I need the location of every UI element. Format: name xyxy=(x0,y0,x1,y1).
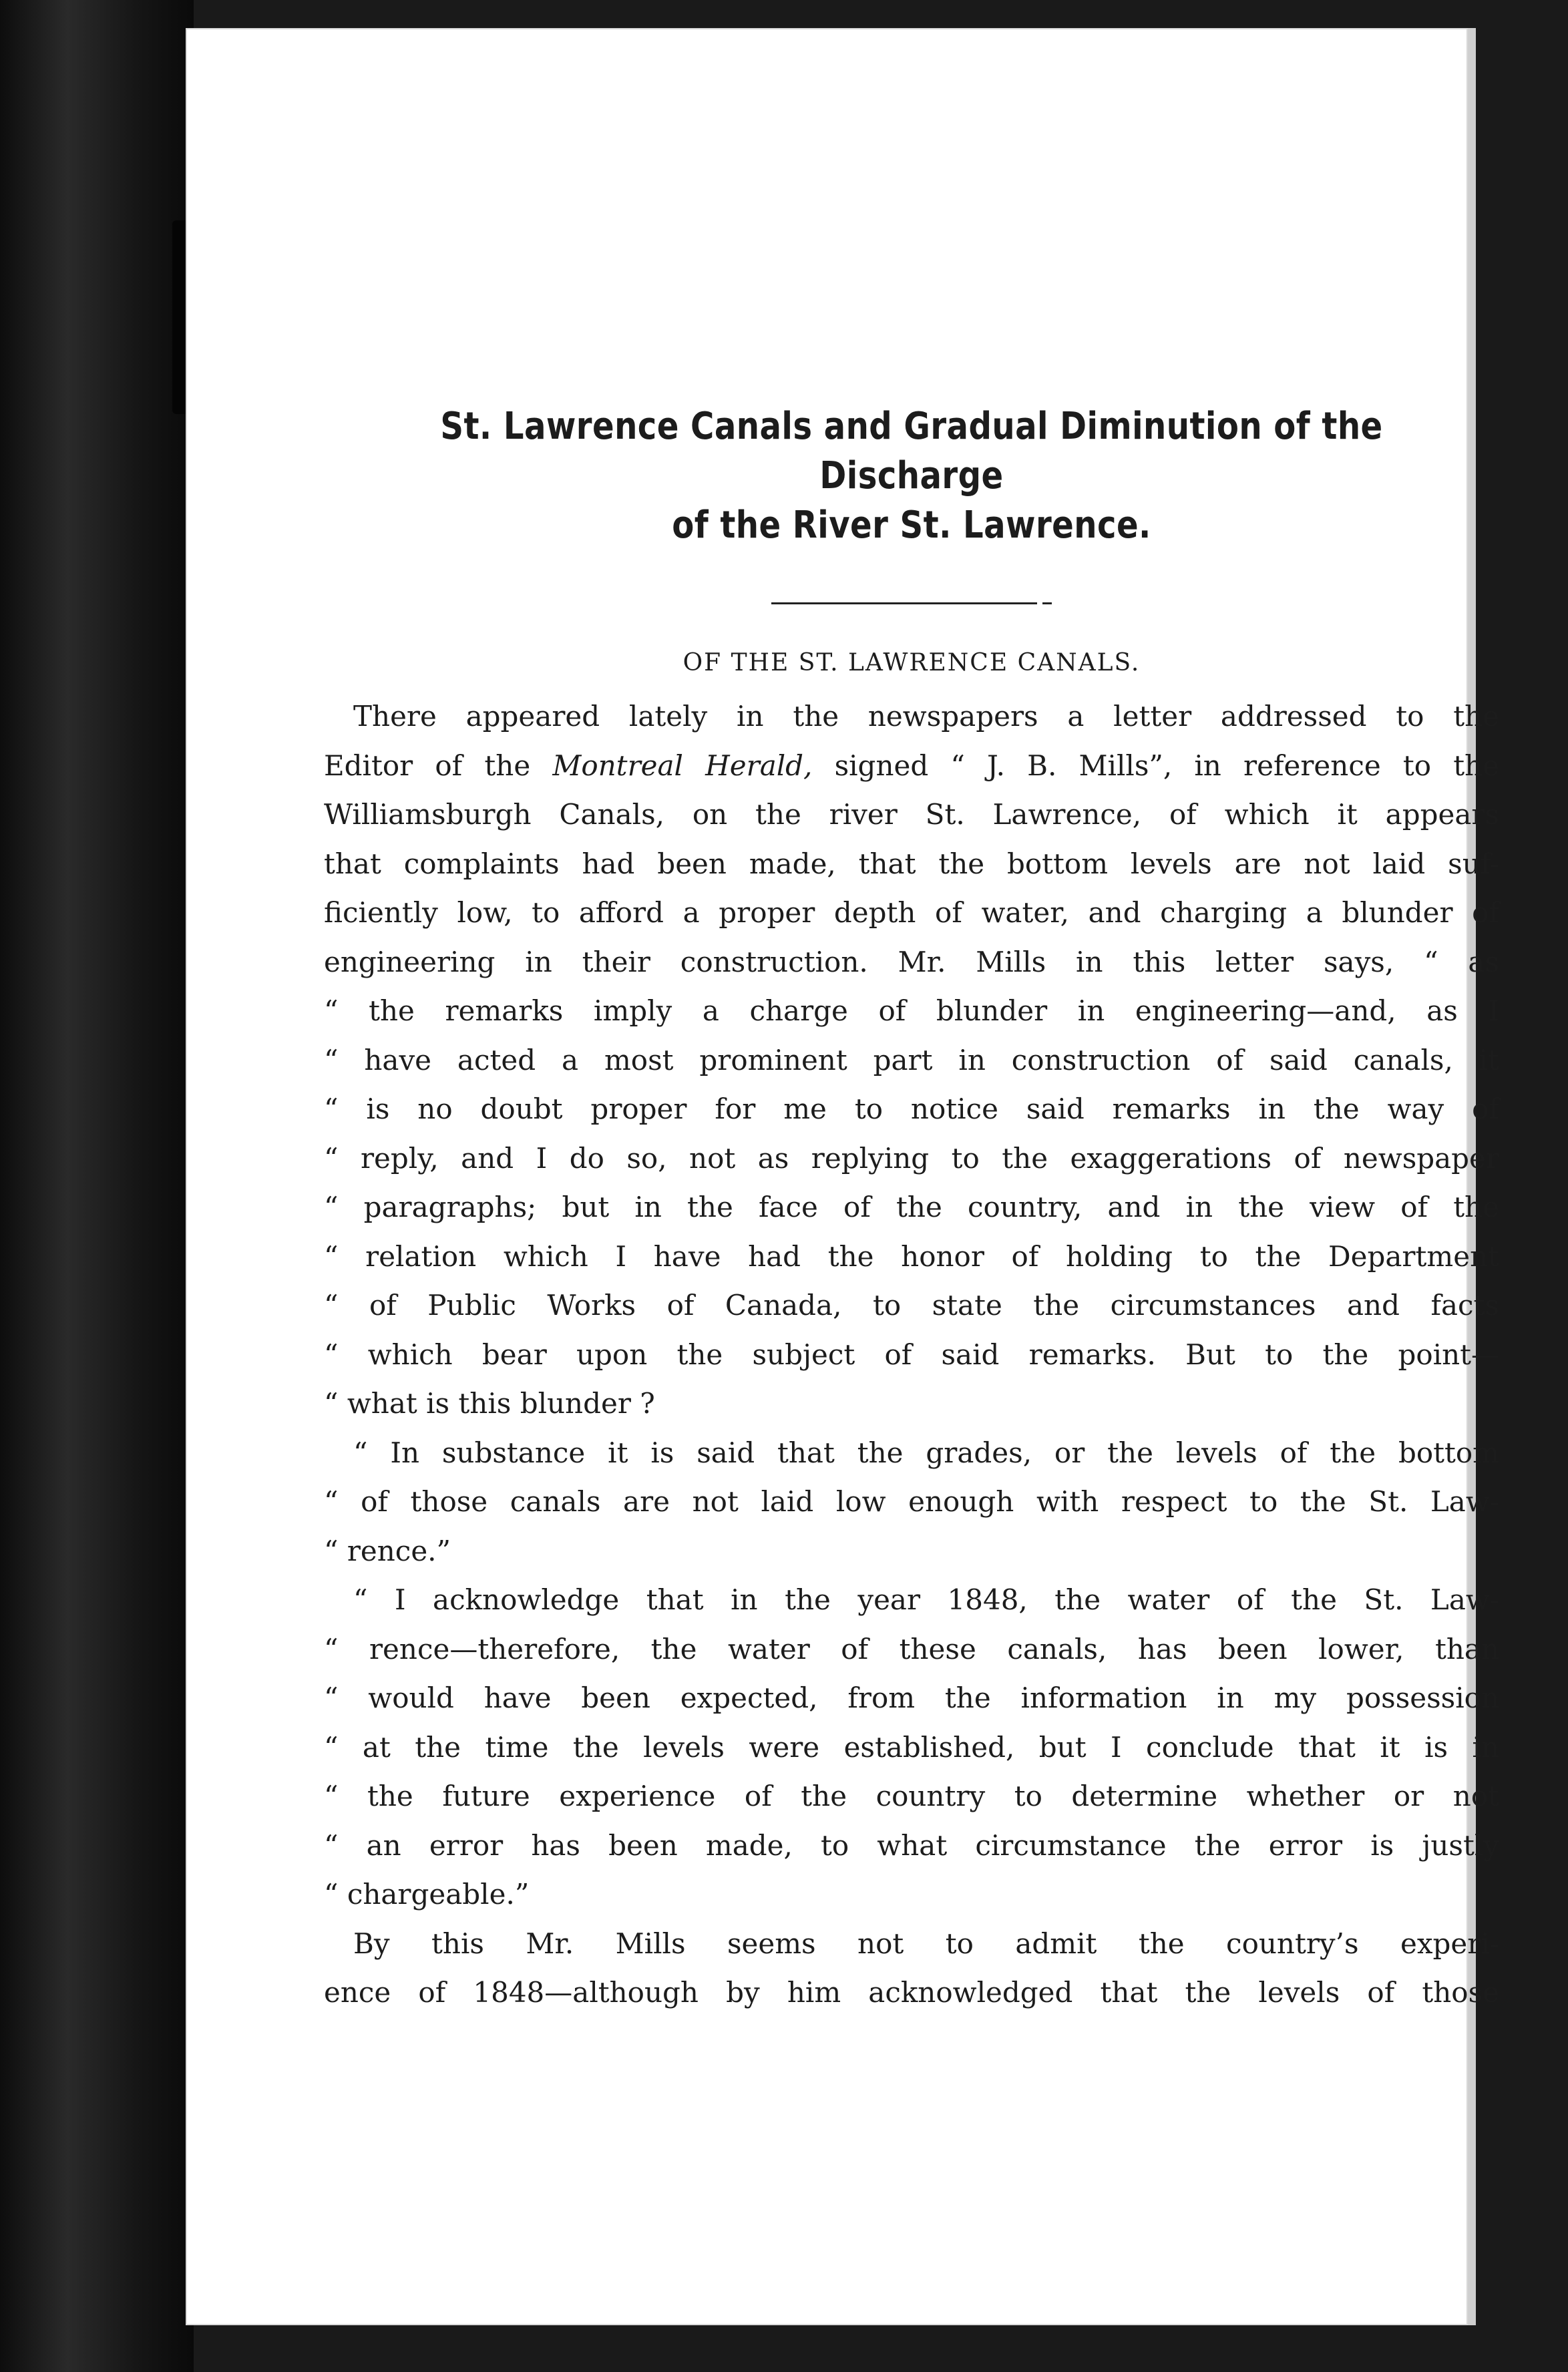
text-line: “ is no doubt proper for me to notice said remarks in the way of xyxy=(324,1093,1499,1125)
text-line xyxy=(324,741,1499,791)
text-line: “ which bear upon the subject of said remarks. But to the point— xyxy=(324,1338,1499,1371)
text-line: There appeared lately in the newspapers a letter addressed to the xyxy=(353,700,1499,733)
newspaper-name: Montreal Herald, xyxy=(552,749,813,782)
text-line: “ the future experience of the country to determine whether or not xyxy=(324,1780,1499,1812)
text-line: “ an error has been made, to what circumstance the error is justly xyxy=(324,1828,1499,1862)
text-fragment: signed “ J. B. Mills”, in reference to the xyxy=(812,749,1499,782)
title-line-1: St. Lawrence Canals and Gradual Diminution of the Discharge xyxy=(440,405,1383,498)
text-line: “ relation which I have had the honor of holding to the Department xyxy=(324,1239,1499,1273)
text-line: “ I acknowledge that in the year 1848, the water of the St. Law- xyxy=(353,1583,1499,1616)
text-line: By this Mr. Mills seems not to admit the country’s experi- xyxy=(353,1927,1499,1960)
paragraph xyxy=(324,1919,1499,2017)
text-line: “ of Public Works of Canada, to state the circumstances and facts xyxy=(324,1289,1499,1322)
page-content xyxy=(324,402,1499,2017)
title-line-2: of the River St. Lawrence. xyxy=(672,504,1151,547)
text-line: “ paragraphs; but in the face of the country, and in the view of the xyxy=(324,1191,1499,1223)
section-heading: OF THE ST. LAWRENCE CANALS. xyxy=(682,649,1141,676)
text-line: “ rence.” xyxy=(324,1534,451,1567)
title-rule xyxy=(771,601,1052,605)
text-line: Williamsburgh Canals, on the river St. Lawrence, of which it appears xyxy=(324,798,1499,831)
text-line: engineering in their construction. Mr. Mills in this letter says, “ as xyxy=(324,945,1499,978)
text-fragment: Editor of the xyxy=(324,749,553,782)
document-page xyxy=(186,28,1499,2325)
text-line: “ reply, and I do so, not as replying to the exaggerations of newspaper xyxy=(324,1141,1499,1175)
text-line: “ In substance it is said that the grades, or the levels of the bottom xyxy=(353,1436,1499,1469)
text-line: “ what is this blunder ? xyxy=(324,1387,655,1420)
body-text xyxy=(324,692,1499,2017)
text-line: “ have acted a most prominent part in construction of said canals, it xyxy=(324,1043,1499,1076)
document-title xyxy=(406,402,1417,550)
text-line: ficiently low, to afford a proper depth of water, and charging a blunder of xyxy=(324,896,1499,929)
scan-spine xyxy=(0,0,194,2372)
paragraph xyxy=(324,692,1499,1428)
text-line: “ at the time the levels were established, but I conclude that it is in xyxy=(324,1730,1499,1764)
text-line: that complaints had been made, that the bottom levels are not laid suf- xyxy=(324,847,1499,880)
paragraph xyxy=(324,1428,1499,1576)
text-line: “ rence—therefore, the water of these canals, has been lower, than xyxy=(324,1632,1499,1665)
text-line: “ would have been expected, from the information in my possession xyxy=(324,1682,1499,1714)
text-line: ence of 1848—although by him acknowledged that the levels of those xyxy=(324,1976,1499,2009)
text-line: “ the remarks imply a charge of blunder in engineering—and, as I xyxy=(324,994,1499,1027)
text-line: “ of those canals are not laid low enough with respect to the St. Law- xyxy=(324,1485,1499,1518)
paragraph xyxy=(324,1575,1499,1919)
text-line: “ chargeable.” xyxy=(324,1878,530,1911)
